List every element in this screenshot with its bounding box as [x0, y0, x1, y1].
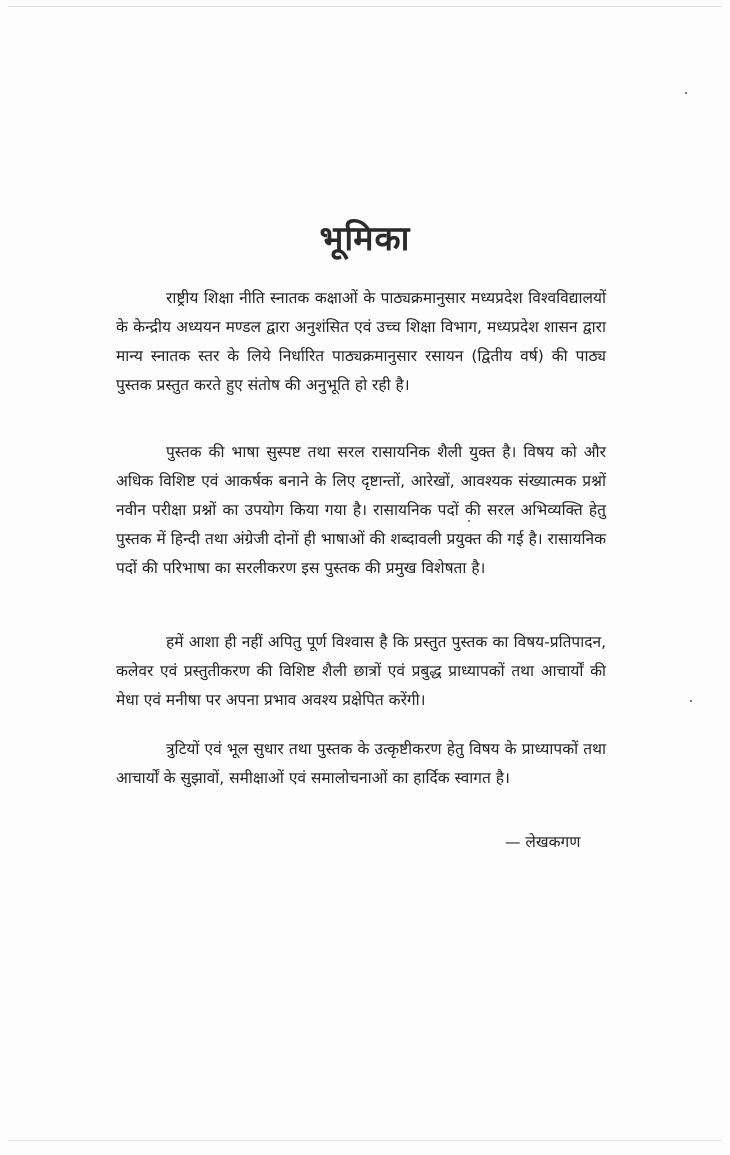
scan-speck: [468, 520, 470, 522]
page-top-edge: [8, 6, 722, 7]
paragraph-4: त्रुटियों एवं भूल सुधार तथा पुस्तक के उत्कृष्टीकरण हेतु विषय के प्राध्यापकों तथा आचार्यों के सुझावों, समीक्षाओं एवं समालोचनाओं का हार्दिक स्वागत है।: [116, 740, 606, 787]
scan-speck: [690, 700, 692, 702]
page-title: भूमिका: [319, 219, 411, 259]
scan-speck: [685, 92, 687, 94]
paragraph-2: पुस्तक की भाषा सुस्पष्ट तथा सरल रासायनिक शैली युक्त है। विषय को और अधिक विशिष्ट एवं आकर्षक बनाने के लिए दृष्टान्तों, आरेखों, आवश्यक संख्यात्मक प्रश्नों नवीन परीक्षा प्रश्नों का उपयोग किया गया है। रासायनिक पदों की सरल अभिव्यक्ति हेतु पुस्तक में हिन्दी तथा अंग्रेजी दोनों ही भाषाओं की शब्दावली प्रयुक्त की गई है। रासायनिक पदों की परिभाषा का सरलीकरण इस पुस्तक की प्रमुख विशेषता है।: [116, 443, 606, 577]
author-signature: — लेखकगण: [505, 833, 581, 851]
paragraph-3: हमें आशा ही नहीं अपितु पूर्ण विश्वास है कि प्रस्तुत पुस्तक का विषय-प्रतिपादन, कलेवर एवं प्रस्तुतीकरण की विशिष्ट शैली छात्रों एवं प्रबुद्ध प्राध्यापकों तथा आचार्यों की मेधा एवं मनीषा पर अपना प्रभाव अवश्य प्रक्षेपित करेंगी।: [116, 633, 606, 709]
page-bottom-edge: [8, 1140, 722, 1141]
paragraph-1: राष्ट्रीय शिक्षा नीति स्नातक कक्षाओं के पाठ्यक्रमानुसार मध्यप्रदेश विश्वविद्यालयों के केन्द्रीय अध्ययन मण्डल द्वारा अनुशंसित एवं उच्च शिक्षा विभाग, मध्यप्रदेश शासन द्वारा मान्य स्नातक स्तर के लिये निर्धारित पाठ्यक्रमानुसार रसायन (द्वितीय वर्ष) की पाठ्य पुस्तक प्रस्तुत करते हुए संतोष की अनुभूति हो रही है।: [116, 289, 606, 394]
